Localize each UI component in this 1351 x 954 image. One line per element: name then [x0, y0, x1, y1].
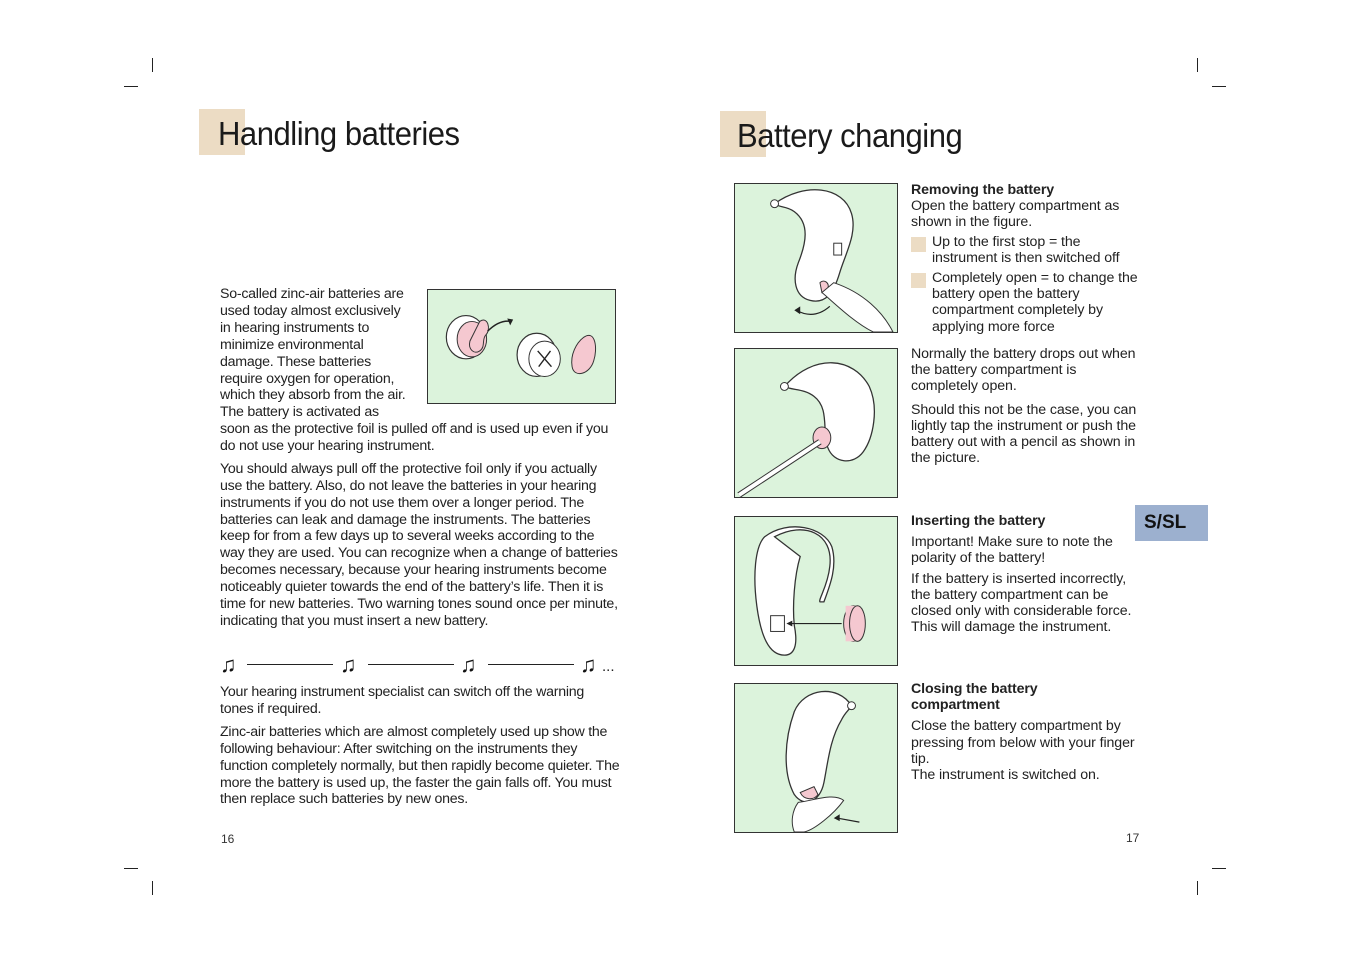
drop-out-section — [911, 346, 1143, 473]
crop-mark — [124, 868, 138, 869]
battery-foil-figure — [427, 289, 616, 404]
music-note-icon: ♫ — [580, 652, 597, 677]
crop-mark — [1212, 868, 1226, 869]
closing-text-1: Close the battery compartment by pressing from below with your finger tip. — [911, 718, 1135, 767]
remove-battery-figure — [734, 183, 898, 333]
tone-gap-line — [247, 664, 333, 665]
crop-mark — [152, 58, 153, 72]
bullet-marker — [911, 273, 926, 288]
bullet-text: Completely open = to change the battery open the battery compartment completely by applying more force — [932, 270, 1138, 335]
inserting-text-1: Important! Make sure to note the polarity of the battery! — [911, 534, 1113, 567]
drop-out-text-1: Normally the battery drops out when the battery compartment is completely open. — [911, 346, 1136, 395]
intro-continued: soon as the protective foil is pulled off and is used up even if you do not use your hearing instrument. — [220, 421, 609, 454]
section-tab: S/SL — [1135, 505, 1208, 541]
page-title-left: Handling batteries — [218, 115, 460, 152]
paragraph-storage: You should always pull off the protective foil only if you actually use the battery. Also, do not leave the batteries in your hearing instruments if you do not use them over a longer period. The batteries can leak and damage the instruments. The batteries keep for from a few days up to several weeks according to the way they are used. You can recognize when a change of batteries becomes necessary, because your hearing instruments become noticeably quieter towards the end of the battery’s life. Then it is time for new batteries. Two warning tones sound once per minute, indicating that you must insert a new battery. — [220, 460, 618, 629]
bullet-item — [911, 270, 1143, 335]
crop-mark — [152, 881, 153, 895]
closing-heading: Closing the battery compartment — [911, 681, 1038, 714]
closing-section — [911, 681, 1143, 790]
drop-out-text-2: Should this not be the case, you can lightly tap the instrument or push the battery out with a pencil as shown in the picture. — [911, 401, 1137, 467]
left-body-lower — [220, 684, 620, 814]
push-out-battery-figure — [734, 348, 898, 498]
inserting-heading: Inserting the battery — [911, 513, 1046, 529]
page-number-left: 16 — [221, 832, 235, 846]
close-compartment-figure — [734, 683, 898, 833]
crop-mark — [124, 86, 138, 87]
inserting-section — [911, 513, 1143, 642]
music-note-icon: ♫ — [220, 652, 237, 677]
inserting-text-2: If the battery is inserted incorrectly, the battery compartment can be closed only with considerable force. This will damage the instrument. — [911, 570, 1132, 636]
bullet-text: Up to the first stop = the instrument is then switched off — [932, 233, 1120, 266]
paragraph-specialist: Your hearing instrument specialist can switch off the warning tones if required. — [220, 684, 585, 717]
bullet-item — [911, 234, 1143, 266]
crop-mark — [1197, 58, 1198, 72]
removing-heading: Removing the battery — [911, 182, 1055, 198]
insert-battery-figure — [734, 516, 898, 666]
paragraph-used-up: Zinc-air batteries which are almost completely used up show the following behaviour: After switching on the instruments they function completely normally, but then rapidly become quieter. The more the battery is used up, the faster the gain falls off. You must then replace such batteries by new ones. — [220, 723, 620, 808]
crop-mark — [1212, 86, 1226, 87]
page-title-right: Battery changing — [737, 117, 963, 154]
page-number-right: 17 — [1126, 831, 1140, 845]
tone-ellipsis: ... — [602, 658, 615, 675]
tone-gap-line — [488, 664, 574, 665]
music-note-icon: ♫ — [340, 652, 357, 677]
tone-gap-line — [368, 664, 454, 665]
crop-mark — [1197, 881, 1198, 895]
closing-text-2: The instrument is switched on. — [911, 767, 1100, 784]
left-body — [220, 421, 620, 636]
bullet-marker — [911, 237, 926, 252]
removing-section — [911, 182, 1143, 339]
warning-tones-row — [220, 652, 620, 678]
intro-wrapped-text: So-called zinc-air batteries are used today almost exclusively in hearing instruments to minimize environmental damage. These batteries require oxygen for operation, which they absorb from the air. The battery is activated as — [220, 286, 406, 421]
music-note-icon: ♫ — [460, 652, 477, 677]
removing-text: Open the battery compartment as shown in the figure. — [911, 198, 1120, 231]
